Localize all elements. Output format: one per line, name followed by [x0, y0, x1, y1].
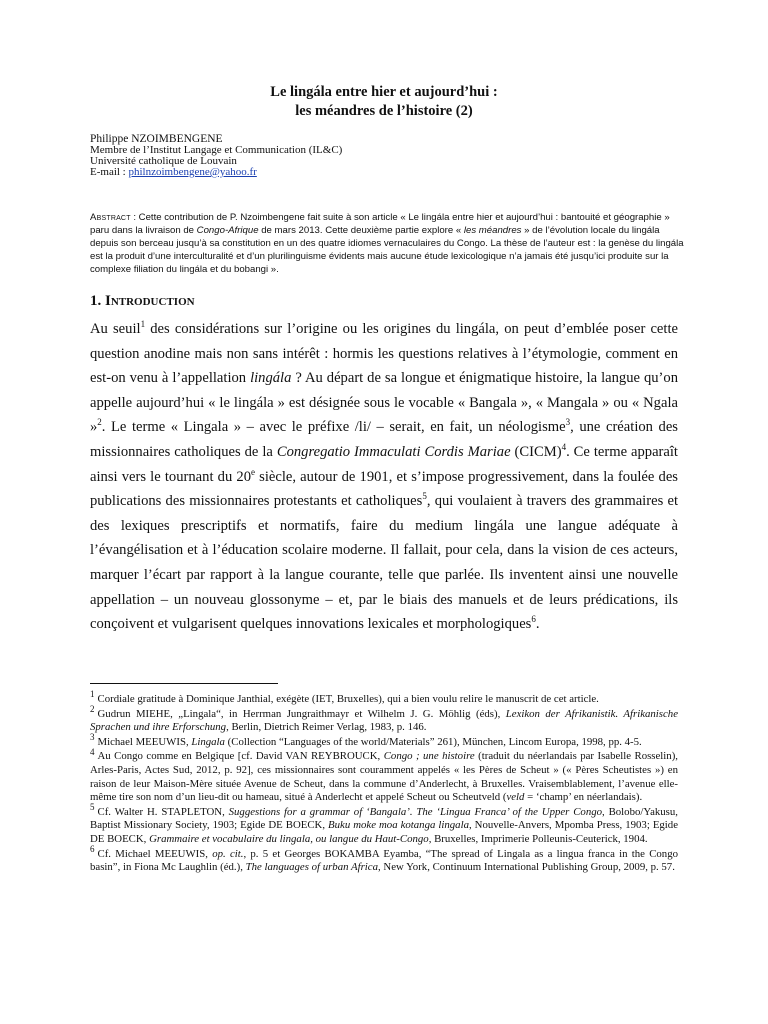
footnotes [90, 689, 679, 876]
footnote-5 [90, 802, 679, 847]
section-heading [90, 293, 195, 310]
footnote-text: , p. 5 et Georges BOKAMBA Eyamba, “The spread of Lingala as a lingua franca in the Congo basin”, in Fiona Mc Laughlin (éd.), [90, 847, 678, 874]
body-text: ? Au départ de sa longue et énigmatique histoire, la langue qu’on appelle aujourd’hui « le lingála » est désignée sous le vocable « Bangala », « Mangala » ou « Ngala » [90, 370, 678, 436]
footnote-text: Cordiale gratitude à Dominique Janthial, exégète (IET, Bruxelles), qui a bien voulu relire le manuscrit de cet article. [97, 693, 599, 705]
footnote-text: , Nouvelle-Anvers, Mpomba Press, 1903; Egide DE BOECK, [90, 819, 679, 845]
footnote-work-title: Congo ; une histoire [383, 750, 475, 763]
footnote-text: Au Congo comme en Belgique [cf. David VAN REYBROUCK, [97, 750, 384, 763]
footnote-ref[interactable]: 5 [422, 491, 427, 502]
body-text: . Le terme « Lingala » – avec le préfixe /li/ – serait, en fait, un néologisme [101, 419, 566, 436]
footnote-number: 6 [90, 843, 95, 854]
footnote-work-title: The languages of urban Africa [245, 861, 378, 874]
footnote-text: Michael MEEUWIS, [97, 735, 192, 748]
body-text: des considérations sur l’origine ou les origines du lingála, on peut d’emblée poser cette question anodine mais non sans intérêt : hormis les questions relatives à l’étymologie, comment en est-on venu à l’appellation [90, 321, 678, 387]
body-text: siècle, autour de 1901, et s’impose progressivement, dans la foulée des publications des missionnaires protestants et catholiques [90, 468, 678, 510]
century-superscript: e [251, 466, 255, 477]
body-text: , qui voulaient à travers des grammaires et des lexiques prescriptifs et normatifs, faire du medium lingála une langue adéquate à l’évangélisation et à l’éducation scolaire moderne. Il fallait, pour cela, dans la vision de ces acteurs, marquer l’écart par rapport à la langue courante, telle que parlée. Ils inventent ainsi une nouvelle appellation – un nouveau glossonyme – et, par le biais des manuels et de leurs prédications, ils conçoivent et vulgarisent quelques innovations lexicales et morphologiques [90, 493, 678, 633]
footnote-4 [90, 746, 678, 804]
abstract-text: : Cette contribution de P. Nzoimbengene fait suite à son article « Le lingála entre hier et aujourd’hui : bantouité et géographie » paru dans la livraison de [90, 212, 670, 236]
body-text: . [535, 616, 540, 633]
author-name: Philippe NZOIMBENGENE [90, 133, 223, 145]
footnote-text: , Berlin, Dietrich Reimer Verlag, 1983, p. 146. [226, 721, 427, 734]
abstract-text: » de l’évolution locale du lingála depuis son berceau jusqu’à sa constitution en un des quatre idiomes vernaculaires du Congo. La thèse de l’auteur est : la genèse du lingála est la produit d’une interculturalité et d’un plurilinguisme évidents mais aucune étude lexicologique n’a jamais été jusqu’ici produite sur la complexe filiation du lingála et du bobangi ». [90, 225, 684, 275]
title-line-1: Le lingála entre hier et aujourd’hui : [270, 84, 498, 100]
footnote-number: 4 [90, 746, 95, 757]
body-text: Au seuil [90, 321, 141, 337]
title-line-2: les méandres de l’histoire (2) [295, 103, 473, 119]
footnote-text: (traduit du néerlandais par Isabelle Rosselin), Arles-Paris, Actes Sud, 2012, p. 92], ces missionnaires sont couramment appelés « les Pères de Scheut » (« Pères Scheutistes ») en raison de leur Maison-Mère située Avenue de Scheut, dans la commune d’Anderlecht, à Bruxelles. Vraisemblablement, l’avenue elle-même tire son nom d’un lieu-dit ou hameau, situé à Anderlecht et appelé Scheut ou Scheutveld ( [90, 750, 678, 804]
footnote-emphasis: veld [506, 791, 525, 804]
abstract-label: Abstract [90, 212, 131, 223]
footnote-divider [90, 683, 278, 684]
footnote-ref[interactable]: 3 [565, 417, 571, 428]
footnote-work-title: Lexikon der Afrikanistik. Afrikanische Sprachen und ihre Erforschung [90, 707, 678, 734]
footnote-text: Cf. Michael MEEUWIS, [97, 847, 213, 860]
footnote-number: 3 [90, 732, 95, 743]
footnote-number: 2 [90, 704, 95, 714]
footnote-ref[interactable]: 1 [140, 319, 146, 330]
footnote-3 [90, 732, 678, 750]
author-affiliation-university: Université catholique de Louvain [90, 155, 237, 167]
footnote-emphasis: op. cit. [212, 847, 244, 860]
body-text: , une création des missionnaires catholiques de la [90, 419, 678, 460]
section-title: Introduction [105, 293, 195, 309]
footnote-number: 5 [90, 802, 95, 813]
author-affiliation-institute: Membre de l’Institut Langage et Communication (IL&C) [90, 144, 343, 156]
body-text: . Ce terme apparaît ainsi vers le tournant du 20 [90, 443, 678, 485]
abstract-emphasis: les méandres [463, 225, 522, 236]
footnote-text: Gudrun MIEHE, „Lingala“, in Herrman Jungraithmayr et Wilhelm J. G. Möhlig (éds), [97, 707, 506, 720]
author-email-line [90, 167, 342, 178]
footnote-1 [90, 689, 678, 707]
footnote-ref[interactable]: 6 [531, 614, 536, 625]
body-paragraph [90, 317, 678, 637]
section-number: 1. [90, 293, 105, 309]
footnote-text: = ‘champ’ en néerlandais). [524, 791, 643, 804]
footnote-work-title: Lingala [191, 735, 225, 748]
footnote-ref[interactable]: 2 [97, 417, 102, 428]
footnote-text: Cf. Walter H. STAPLETON, [97, 805, 229, 818]
author-block [90, 134, 342, 178]
body-emphasis: Congregatio Immaculati Cordis Mariae [276, 443, 511, 460]
body-text: (CICM) [510, 443, 562, 460]
footnote-text: (Collection “Languages of the world/Materials” 261), München, Lincom Europa, 1998, pp. 4-5. [224, 735, 642, 748]
footnote-2 [90, 704, 678, 735]
footnote-work-title: Suggestions for a grammar of ‘Bangala’. The ‘Lingua Franca’ of the Upper Congo [228, 805, 603, 818]
footnote-work-title: Buku moke moa kotanga lingala [328, 819, 469, 832]
email-link[interactable]: philnzoimbengene@yahoo.fr [128, 166, 257, 178]
footnote-text: , Bruxelles, Imprimerie Polleunis-Ceuterick, 1904. [428, 832, 648, 845]
abstract [90, 211, 690, 276]
email-label: E-mail : [90, 166, 129, 178]
footnote-ref[interactable]: 4 [561, 442, 567, 453]
footnote-text: , New York, Continuum International Publishing Group, 2009, p. 57. [378, 861, 675, 874]
footnote-number: 1 [90, 689, 95, 700]
footnote-work-title: Grammaire et vocabulaire du lingala, ou langue du Haut-Congo [149, 832, 429, 845]
footnote-text: , Bolobo/Yakusu, Baptist Missionary Society, 1903; Egide DE BOECK, [90, 805, 678, 832]
abstract-text: de mars 2013. Cette deuxième partie explore « [258, 225, 464, 236]
footnote-6 [90, 843, 678, 875]
body-emphasis: lingála [250, 370, 292, 387]
abstract-journal-title: Congo-Afrique [196, 225, 259, 236]
